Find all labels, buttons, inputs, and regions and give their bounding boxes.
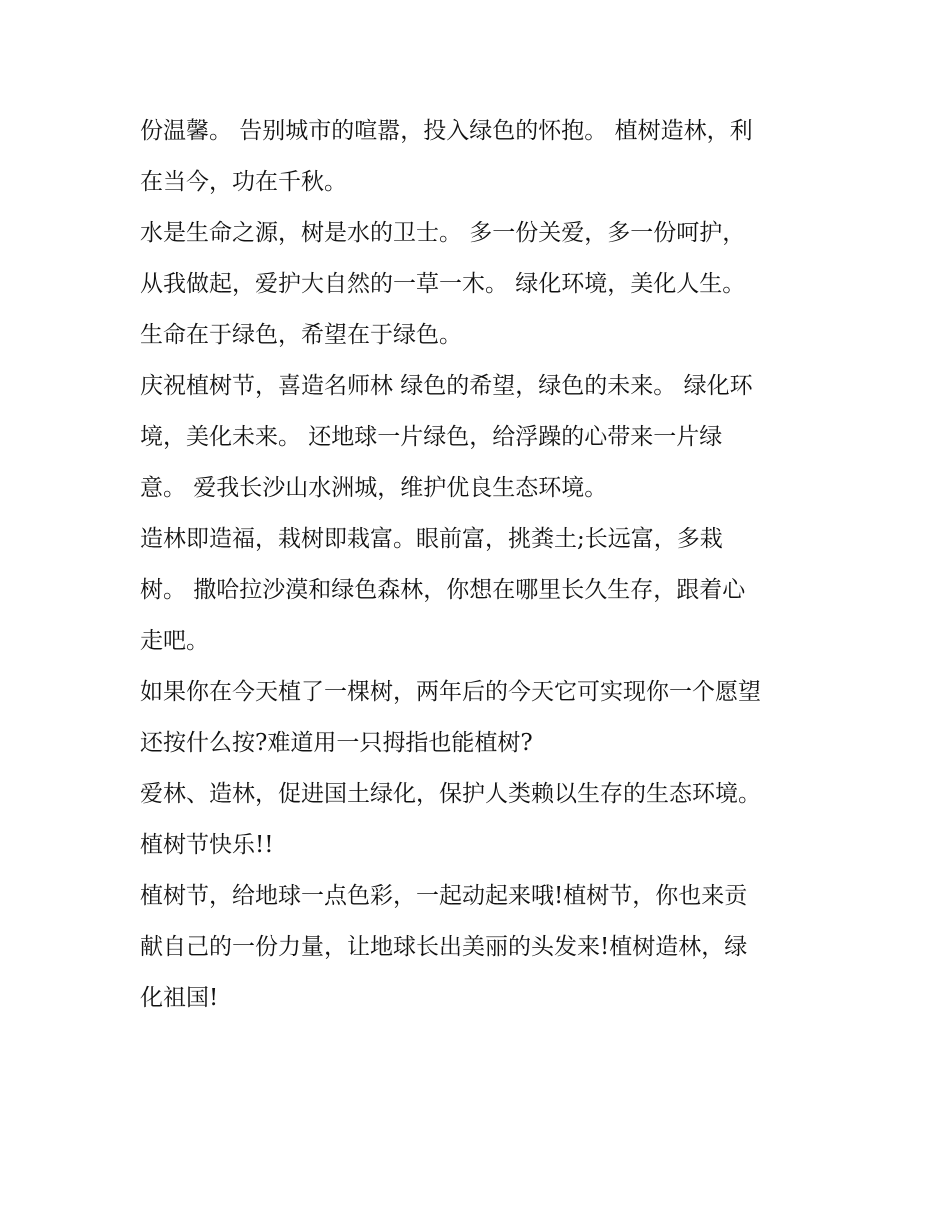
text-line: 造林即造福，栽树即栽富。眼前富，挑粪土;长远富，多栽: [140, 526, 723, 552]
text-line: 植树节，给地球一点色彩，一起动起来哦!植树节，你也来贡: [140, 883, 748, 909]
text-line: 如果你在今天植了一棵树，两年后的今天它可实现你一个愿望: [140, 679, 761, 705]
text-line: 走吧。: [140, 628, 209, 654]
text-line: 还按什么按?难道用一只拇指也能植树?: [140, 730, 533, 756]
text-line: 植树节快乐!!: [140, 832, 274, 858]
document-body: [140, 106, 820, 1024]
text-line: 水是生命之源，树是水的卫士。 多一份关爱，多一份呵护，: [140, 220, 746, 246]
text-line: 树。 撒哈拉沙漠和绿色森林，你想在哪里长久生存，跟着心: [140, 577, 746, 603]
text-line: 在当今，功在千秋。: [140, 169, 347, 195]
text-line: 从我做起，爱护大自然的一草一木。 绿化环境，美化人生。: [140, 271, 746, 297]
text-line: 生命在于绿色，希望在于绿色。: [140, 322, 462, 348]
text-line: 庆祝植树节，喜造名师林 绿色的希望，绿色的未来。 绿化环: [140, 373, 753, 399]
text-line: 化祖国!: [140, 985, 219, 1011]
text-line: 献自己的一份力量，让地球长出美丽的头发来!植树造林，绿: [140, 934, 748, 960]
text-line: 境，美化未来。 还地球一片绿色，给浮躁的心带来一片绿: [140, 424, 723, 450]
text-line: 份温馨。 告别城市的喧嚣，投入绿色的怀抱。 植树造林，利: [140, 118, 753, 144]
text-line: 爱林、造林，促进国土绿化，保护人类赖以生存的生态环境。: [140, 781, 761, 807]
text-line: 意。 爱我长沙山水洲城，维护优良生态环境。: [140, 475, 608, 501]
